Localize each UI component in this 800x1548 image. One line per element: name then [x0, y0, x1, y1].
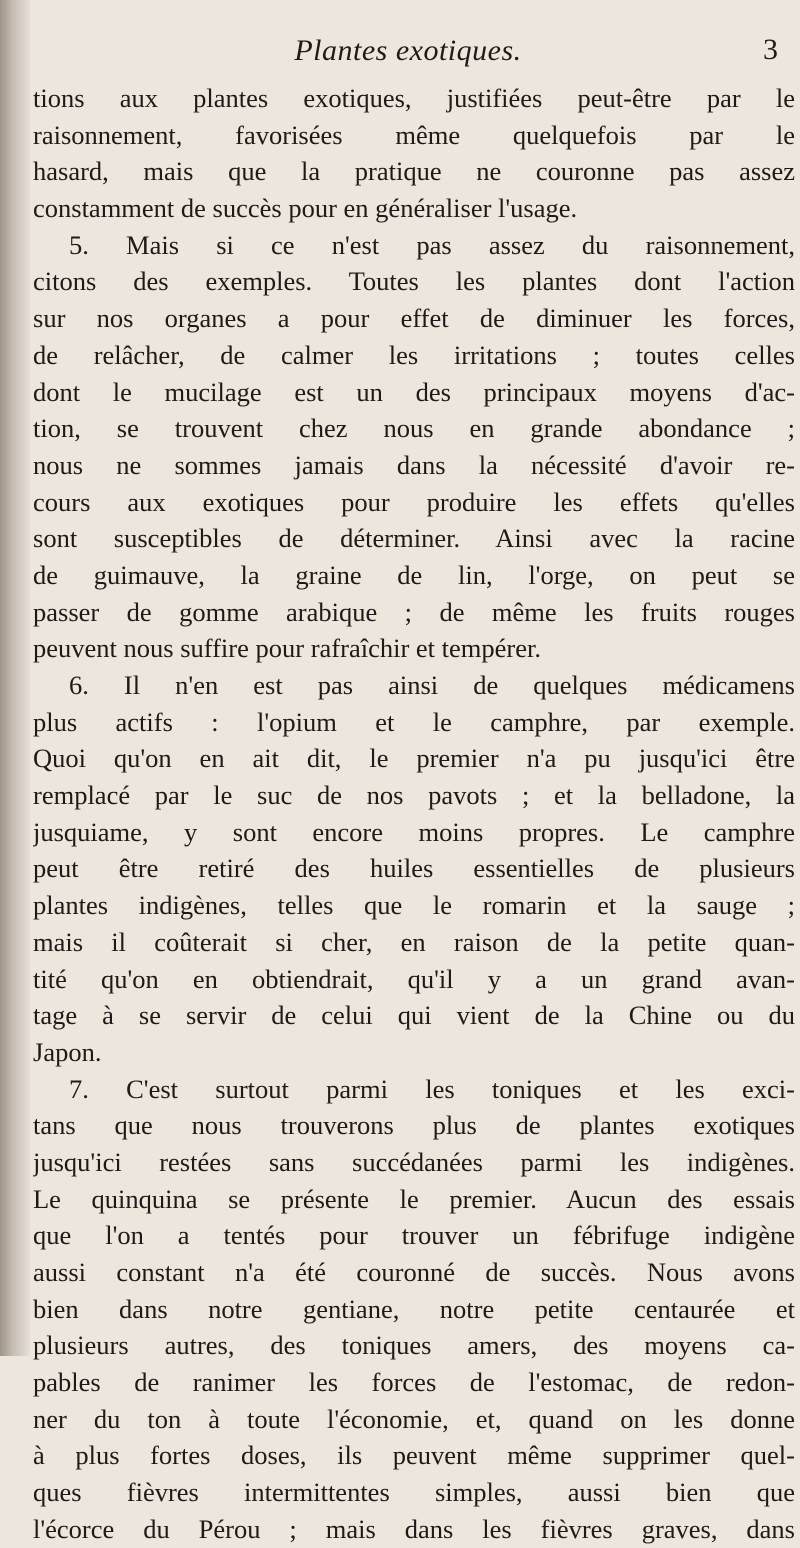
text-line: ques fièvres intermittentes simples, aussi bien que [33, 1477, 795, 1508]
text-line: l'écorce du Pérou ; mais dans les fièvres graves, dans [33, 1513, 795, 1544]
text-line: nous ne sommes jamais dans la nécessité d'avoir re- [33, 449, 795, 480]
text-line: mais il coûterait si cher, en raison de la petite quan- [33, 926, 795, 957]
text-line: peuvent nous suffire pour rafraîchir et tempérer. [33, 633, 541, 664]
running-title: Plantes exotiques. [294, 34, 522, 67]
text-line: plusieurs autres, des toniques amers, des moyens ca- [33, 1330, 795, 1361]
text-line: tion, se trouvent chez nous en grande abondance ; [33, 413, 795, 444]
text-line: peut être retiré des huiles essentielles de plusieurs [33, 853, 795, 884]
text-line: tité qu'on en obtiendrait, qu'il y a un grand avan- [33, 963, 795, 994]
text-line: citons des exemples. Toutes les plantes dont l'action [33, 266, 795, 297]
text-line: sont susceptibles de déterminer. Ainsi avec la racine [33, 523, 795, 554]
text-line: jusquiame, y sont encore moins propres. Le camphre [33, 816, 795, 847]
page-gutter-shadow [0, 0, 30, 1356]
text-line: pables de ranimer les forces de l'estomac, de redon- [33, 1367, 795, 1398]
text-line: jusqu'ici restées sans succédanées parmi les indigènes. [33, 1146, 795, 1177]
text-line: Japon. [33, 1036, 102, 1067]
text-line: ner du ton à toute l'économie, et, quand on les donne [33, 1403, 795, 1434]
text-line: 6. Il n'en est pas ainsi de quelques médicamens [69, 670, 795, 700]
text-line: dont le mucilage est un des principaux moyens d'ac- [33, 376, 795, 407]
text-line: passer de gomme arabique ; de même les fruits rouges [33, 596, 795, 627]
text-line: bien dans notre gentiane, notre petite centaurée et [33, 1293, 795, 1324]
text-line: remplacé par le suc de nos pavots ; et la belladone, la [33, 780, 795, 811]
text-line: constamment de succès pour en généraliser l'usage. [33, 193, 578, 224]
text-line: hasard, mais que la pratique ne couronne pas assez [33, 156, 795, 187]
body-text [33, 80, 795, 1548]
text-line: à plus fortes doses, ils peuvent même supprimer quel- [33, 1440, 795, 1471]
text-line: plus actifs : l'opium et le camphre, par exemple. [33, 706, 795, 737]
text-line: raisonnement, favorisées même quelquefois par le [33, 119, 795, 150]
text-line: Quoi qu'on en ait dit, le premier n'a pu jusqu'ici être [33, 743, 795, 774]
page-number: 3 [763, 33, 778, 66]
text-line: tans que nous trouverons plus de plantes exotiques [33, 1110, 795, 1141]
text-line: de relâcher, de calmer les irritations ; toutes celles [33, 339, 795, 370]
text-line: que l'on a tentés pour trouver un fébrifuge indigène [33, 1220, 795, 1251]
text-line: tage à se servir de celui qui vient de la Chine ou du [33, 1000, 795, 1031]
text-line: 7. C'est surtout parmi les toniques et les exci- [69, 1073, 795, 1104]
text-line: cours aux exotiques pour produire les effets qu'elles [33, 486, 795, 517]
text-line: de guimauve, la graine de lin, l'orge, on peut se [33, 559, 795, 590]
text-line: sur nos organes a pour effet de diminuer les forces, [33, 303, 795, 334]
text-line: Le quinquina se présente le premier. Aucun des essais [33, 1183, 795, 1214]
text-line: 5. Mais si ce n'est pas assez du raisonnement, [69, 229, 795, 260]
text-line: plantes indigènes, telles que le romarin et la sauge ; [33, 890, 795, 921]
page-header [28, 34, 788, 78]
text-line: tions aux plantes exotiques, justifiées peut-être par le [33, 83, 795, 113]
text-line: aussi constant n'a été couronné de succès. Nous avons [33, 1257, 795, 1287]
